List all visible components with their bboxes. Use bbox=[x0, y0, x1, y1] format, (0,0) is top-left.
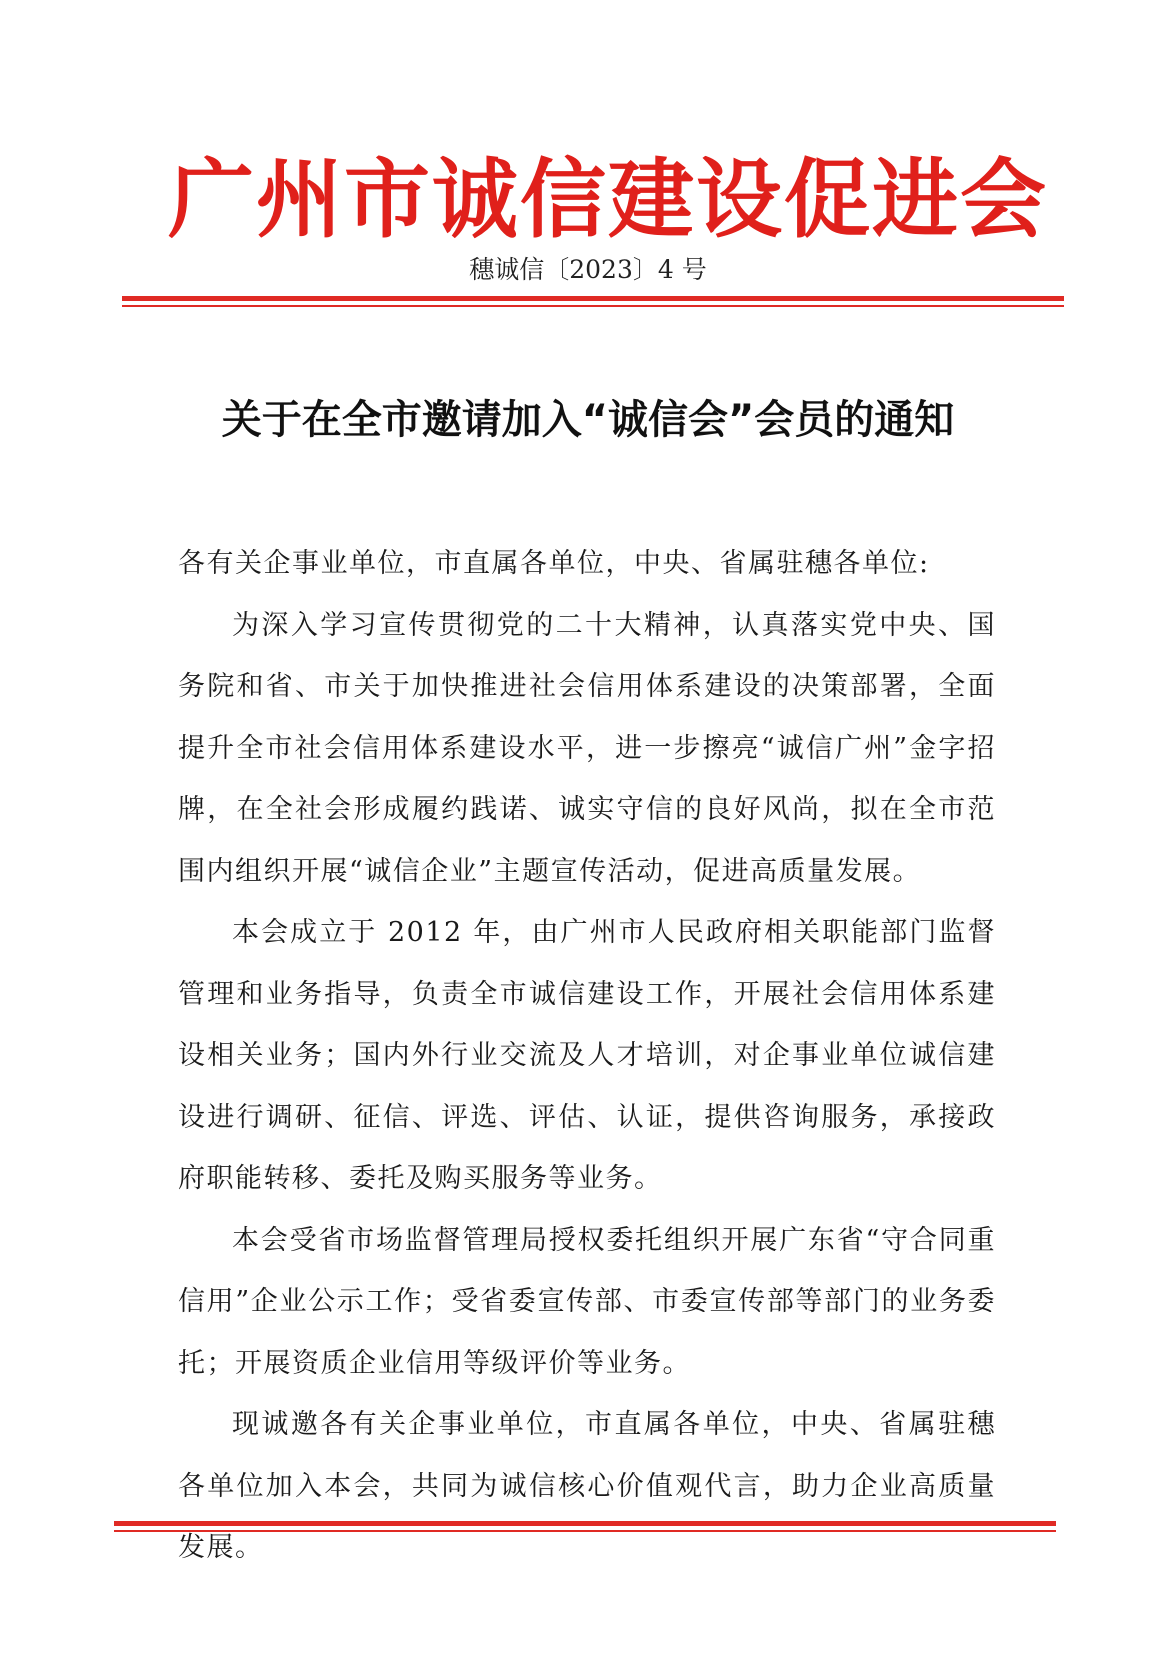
organization-letterhead: 广州市诚信建设促进会 bbox=[168, 150, 1048, 250]
body-paragraph: 为深入学习宣传贯彻党的二十大精神，认真落实党中央、国务院和省、市关于加快推进社会信用体系建设的决策部署，全面提升全市社会信用体系建设水平，进一步擦亮“诚信广州”金字招牌，在全社会形成履约践诺、诚实守信的良好风尚，拟在全市范围内组织开展“诚信企业”主题宣传活动，促进高质量发展。 bbox=[178, 609, 996, 887]
notice-title: 关于在全市邀请加入“诚信会”会员的通知 bbox=[221, 397, 955, 443]
notice-body bbox=[178, 533, 996, 1579]
divider-thin-line bbox=[114, 1530, 1056, 1532]
divider-thin-line bbox=[122, 305, 1064, 307]
divider-thick-line bbox=[122, 296, 1064, 301]
body-paragraph: 现诚邀各有关企事业单位，市直属各单位，中央、省属驻穗各单位加入本会，共同为诚信核心价值观代言，助力企业高质量发展。 bbox=[178, 1409, 996, 1563]
body-paragraph: 本会成立于 2012 年，由广州市人民政府相关职能部门监督管理和业务指导，负责全市诚信建设工作，开展社会信用体系建设相关业务；国内外行业交流及人才培训，对企事业单位诚信建设进行调研、征信、评选、评估、认证，提供咨询服务，承接政府职能转移、委托及购买服务等业务。 bbox=[178, 917, 996, 1194]
divider-thick-line bbox=[114, 1521, 1056, 1526]
document-number: 穗诚信〔2023〕4 号 bbox=[469, 255, 707, 284]
body-paragraph: 本会受省市场监督管理局授权委托组织开展广东省“守合同重信用”企业公示工作；受省委宣传部、市委宣传部等部门的业务委托；开展资质企业信用等级评价等业务。 bbox=[178, 1224, 996, 1379]
salutation: 各有关企事业单位，市直属各单位，中央、省属驻穗各单位: bbox=[178, 548, 930, 579]
